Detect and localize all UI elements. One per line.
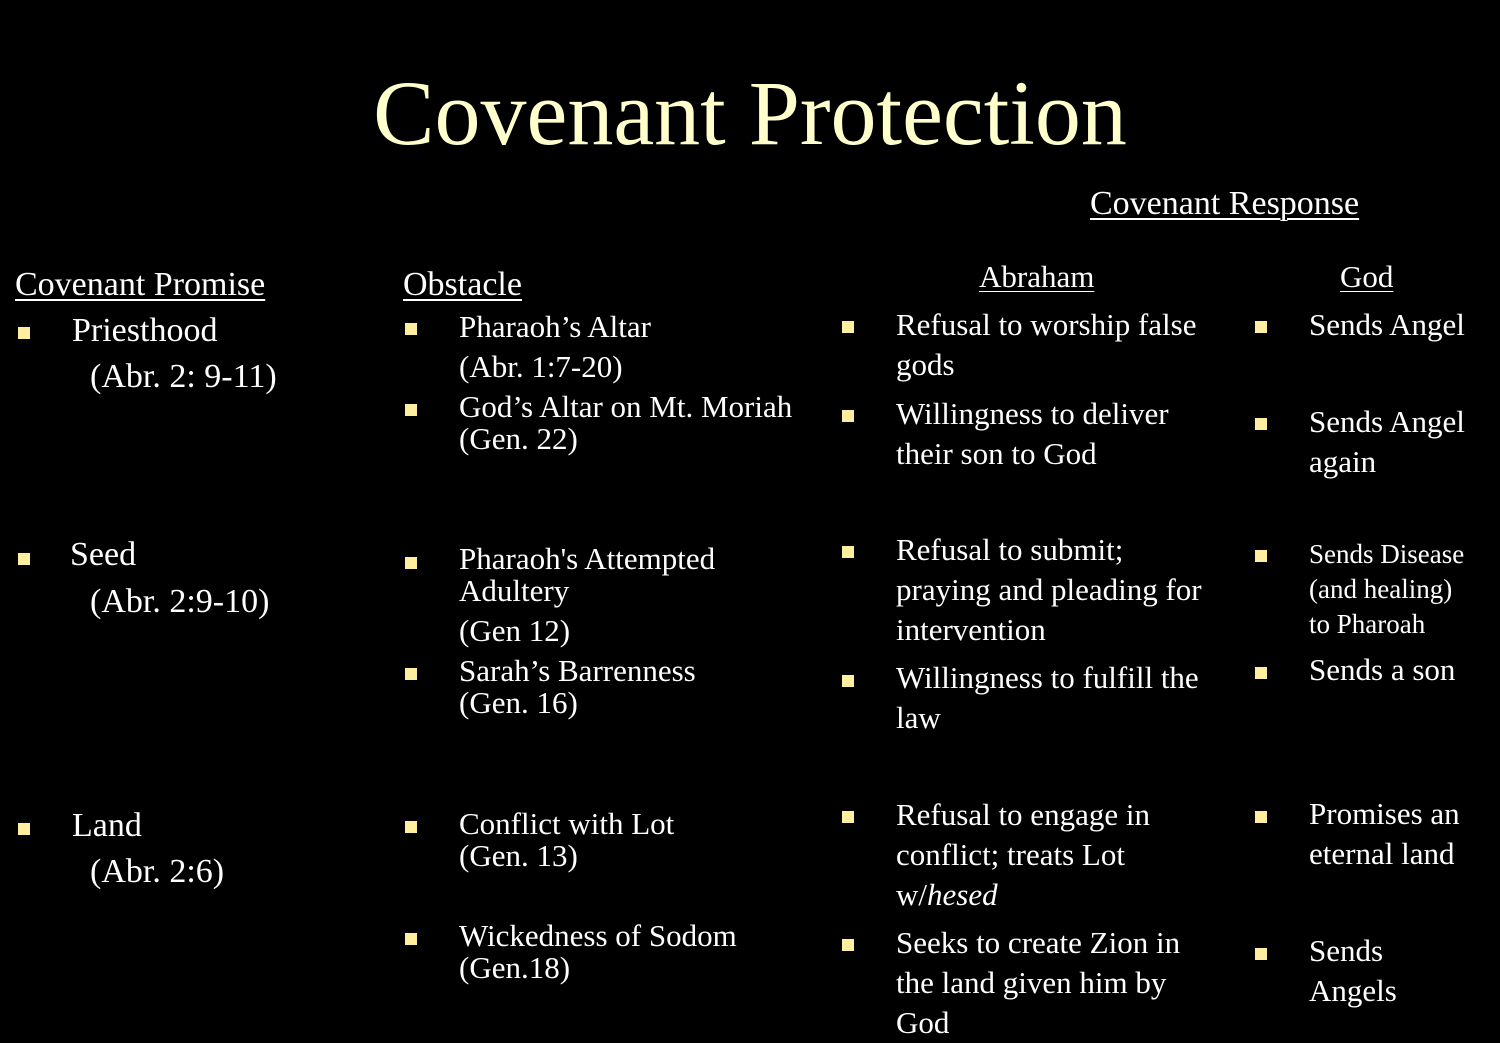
abraham-line-prefix: w/: [896, 877, 927, 912]
promise-name: Land: [72, 807, 142, 844]
abraham-line: praying and pleading for: [896, 572, 1202, 607]
obstacle-line: Wickedness of Sodom: [459, 918, 737, 953]
promise-name: Seed: [70, 536, 137, 573]
god-line: again: [1309, 444, 1377, 479]
bullet-icon: [842, 675, 854, 687]
bullet-icon: [405, 668, 417, 680]
obstacle-ref: (Gen 12): [459, 613, 571, 648]
obstacle-line: Pharaoh's Attempted: [459, 541, 716, 576]
abraham-line: Willingness to fulfill the: [896, 660, 1199, 695]
obstacle-ref: (Gen.18): [459, 950, 571, 985]
obstacle-line: Sarah’s Barrenness: [459, 653, 696, 688]
god-line: Sends: [1309, 933, 1384, 968]
abraham-line: Refusal to engage in: [896, 797, 1150, 832]
bullet-icon: [1255, 811, 1267, 823]
god-line: Sends Angel: [1309, 404, 1465, 439]
hesed-word: hesed: [927, 877, 998, 912]
god-line: Sends a son: [1309, 652, 1456, 687]
promise-ref: (Abr. 2:9-10): [90, 583, 270, 620]
abraham-line: Refusal to submit;: [896, 532, 1124, 567]
abraham-line: law: [896, 700, 941, 735]
god-line: Sends Disease: [1309, 539, 1465, 569]
bullet-icon: [18, 553, 30, 565]
god-line: Promises an: [1309, 796, 1460, 831]
obstacle-ref: (Gen. 22): [459, 421, 578, 456]
slide-title: Covenant Protection: [373, 62, 1127, 164]
promise-ref: (Abr. 2:6): [90, 853, 225, 890]
promise-ref: (Abr. 2: 9-11): [90, 358, 277, 395]
obstacle-line: Conflict with Lot: [459, 806, 675, 841]
bullet-icon: [405, 404, 417, 416]
bullet-icon: [842, 321, 854, 333]
header-covenant-promise: Covenant Promise: [15, 266, 266, 303]
bullet-icon: [1255, 667, 1267, 679]
god-line: (and healing): [1309, 574, 1453, 604]
abraham-line: conflict; treats Lot: [896, 837, 1125, 872]
header-abraham: Abraham: [979, 259, 1095, 294]
bullet-icon: [1255, 418, 1267, 430]
bullet-icon: [842, 410, 854, 422]
bullet-icon: [1255, 321, 1267, 333]
god-line: eternal land: [1309, 836, 1455, 871]
bullet-icon: [18, 327, 30, 339]
header-covenant-response: Covenant Response: [1090, 185, 1360, 222]
god-line: to Pharoah: [1309, 609, 1426, 639]
abraham-line: [896, 875, 998, 915]
obstacle-ref: (Abr. 1:7-20): [459, 349, 623, 384]
bullet-icon: [405, 323, 417, 335]
bullet-icon: [1255, 948, 1267, 960]
obstacle-line: Pharaoh’s Altar: [459, 309, 651, 344]
obstacle-ref: (Gen. 16): [459, 685, 578, 720]
abraham-line: Seeks to create Zion in: [896, 925, 1181, 960]
bullet-icon: [842, 811, 854, 823]
abraham-line: intervention: [896, 612, 1046, 647]
header-obstacle: Obstacle: [403, 266, 522, 303]
god-line: Sends Angel: [1309, 307, 1465, 342]
abraham-line: Refusal to worship false: [896, 307, 1197, 342]
abraham-line: God: [896, 1005, 950, 1040]
bullet-icon: [405, 557, 417, 569]
bullet-icon: [405, 933, 417, 945]
abraham-line: their son to God: [896, 436, 1097, 471]
bullet-icon: [18, 823, 30, 835]
bullet-icon: [842, 939, 854, 951]
obstacle-ref: (Gen. 13): [459, 838, 578, 873]
bullet-icon: [842, 546, 854, 558]
abraham-line: the land given him by: [896, 965, 1167, 1000]
promise-name: Priesthood: [72, 312, 218, 349]
obstacle-line: God’s Altar on Mt. Moriah: [459, 389, 793, 424]
header-god: God: [1340, 259, 1394, 294]
bullet-icon: [405, 821, 417, 833]
obstacle-line: Adultery: [459, 573, 570, 608]
abraham-line: gods: [896, 347, 955, 382]
bullet-icon: [1255, 550, 1267, 562]
god-line: Angels: [1309, 973, 1397, 1008]
abraham-line: Willingness to deliver: [896, 396, 1169, 431]
